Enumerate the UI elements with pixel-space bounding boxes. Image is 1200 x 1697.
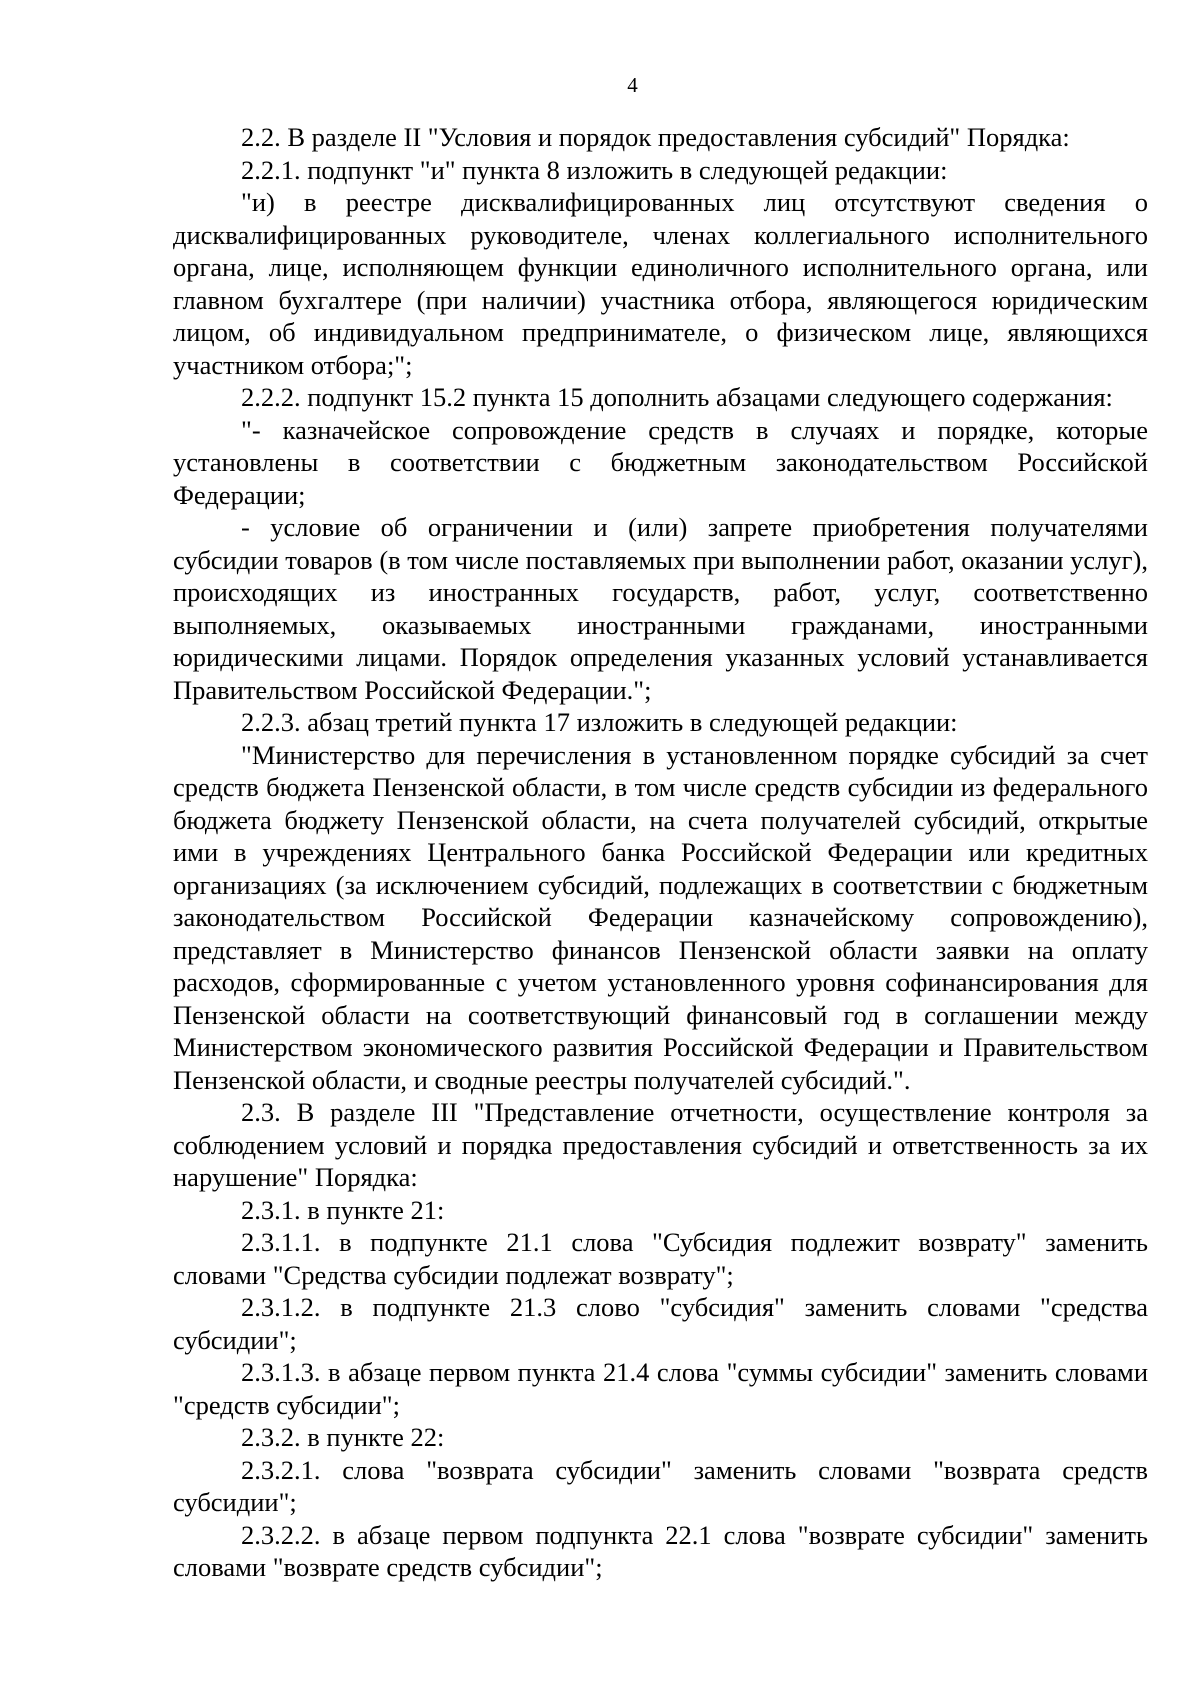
paragraph-2-2-1: 2.2.1. подпункт "и" пункта 8 изложить в следующей редакции:: [241, 154, 948, 185]
paragraph-subitem-i: "и) в реестре дисквалифицированных лиц отсутствуют сведения о дисквалифицированных руководителе, членах коллегиального исполнительного органа, лице, исполняющем функции единоличного исполнительного органа, или главном бухгалтере (при наличии) участника отбора, являющегося юридическим лицом, об индивидуальном предпринимателе, о физическом лице, являющихся участником отбора;";: [173, 187, 1148, 380]
paragraph-2-3-2-2: 2.3.2.2. в абзаце первом подпункта 22.1 слова "возврате субсидии" заменить словами "возврате средств субсидии";: [173, 1519, 1148, 1582]
paragraph-2-2-3: 2.2.3. абзац третий пункта 17 изложить в следующей редакции:: [241, 707, 958, 737]
page-number: 4: [627, 73, 638, 97]
paragraph-2-3-1-1: 2.3.1.1. в подпункте 21.1 слова "Субсидия подлежит возврату" заменить словами "Средства субсидии подлежат возврату";: [173, 1227, 1148, 1290]
paragraph-2-3-2: 2.3.2. в пункте 22:: [241, 1422, 445, 1452]
document-body: [173, 121, 1148, 1584]
paragraph-purchase-restriction: - условие об ограничении и (или) запрете приобретения получателями субсидии товаров (в том числе поставляемых при выполнении работ, оказании услуг), происходящих из иностранных государств, работ, услуг, соответственно выполняемых, оказываемых иностранными гражданами, иностранными юридическими лицами. Порядок определения указанных условий устанавливается Правительством Российской Федерации.";: [173, 512, 1148, 705]
paragraph-2-3: 2.3. В разделе III "Представление отчетности, осуществление контроля за соблюдением условий и порядка предоставления субсидий и ответственность за их нарушение" Порядка:: [173, 1097, 1148, 1192]
paragraph-2-3-1: 2.3.1. в пункте 21:: [241, 1194, 445, 1225]
paragraph-2-2: 2.2. В разделе II "Условия и порядок предоставления субсидий" Порядка:: [241, 122, 1070, 152]
paragraph-2-3-1-2: 2.3.1.2. в подпункте 21.3 слово "субсидия" заменить словами "средства субсидии";: [173, 1292, 1148, 1355]
paragraph-ministry-transfer: "Министерство для перечисления в установленном порядке субсидий за счет средств бюджета Пензенской области, в том числе средств субсидии из федерального бюджета бюджету Пензенской области, на счета получателей субсидий, открытые ими в учреждениях Центрального банка Российской Федерации или кредитных организациях (за исключением субсидий, подлежащих в соответствии с бюджетным законодательством Российской Федерации казначейскому сопровождению), представляет в Министерство финансов Пензенской области заявки на оплату расходов, сформированные с учетом установленного уровня софинансирования для Пензенской области на соответствующий финансовый год в соглашении между Министерством экономического развития Российской Федерации и Правительством Пензенской области, и сводные реестры получателей субсидий.".: [173, 739, 1148, 1095]
paragraph-2-2-2: 2.2.2. подпункт 15.2 пункта 15 дополнить абзацами следующего содержания:: [241, 382, 1113, 412]
paragraph-2-3-1-3: 2.3.1.3. в абзаце первом пункта 21.4 слова "суммы субсидии" заменить словами "средств субсидии";: [173, 1357, 1148, 1420]
paragraph-2-3-2-1: 2.3.2.1. слова "возврата субсидии" заменить словами "возврата средств субсидии";: [173, 1454, 1148, 1517]
paragraph-treasury-support: "- казначейское сопровождение средств в случаях и порядке, которые установлены в соответствии с бюджетным законодательством Российской Федерации;: [173, 414, 1148, 510]
